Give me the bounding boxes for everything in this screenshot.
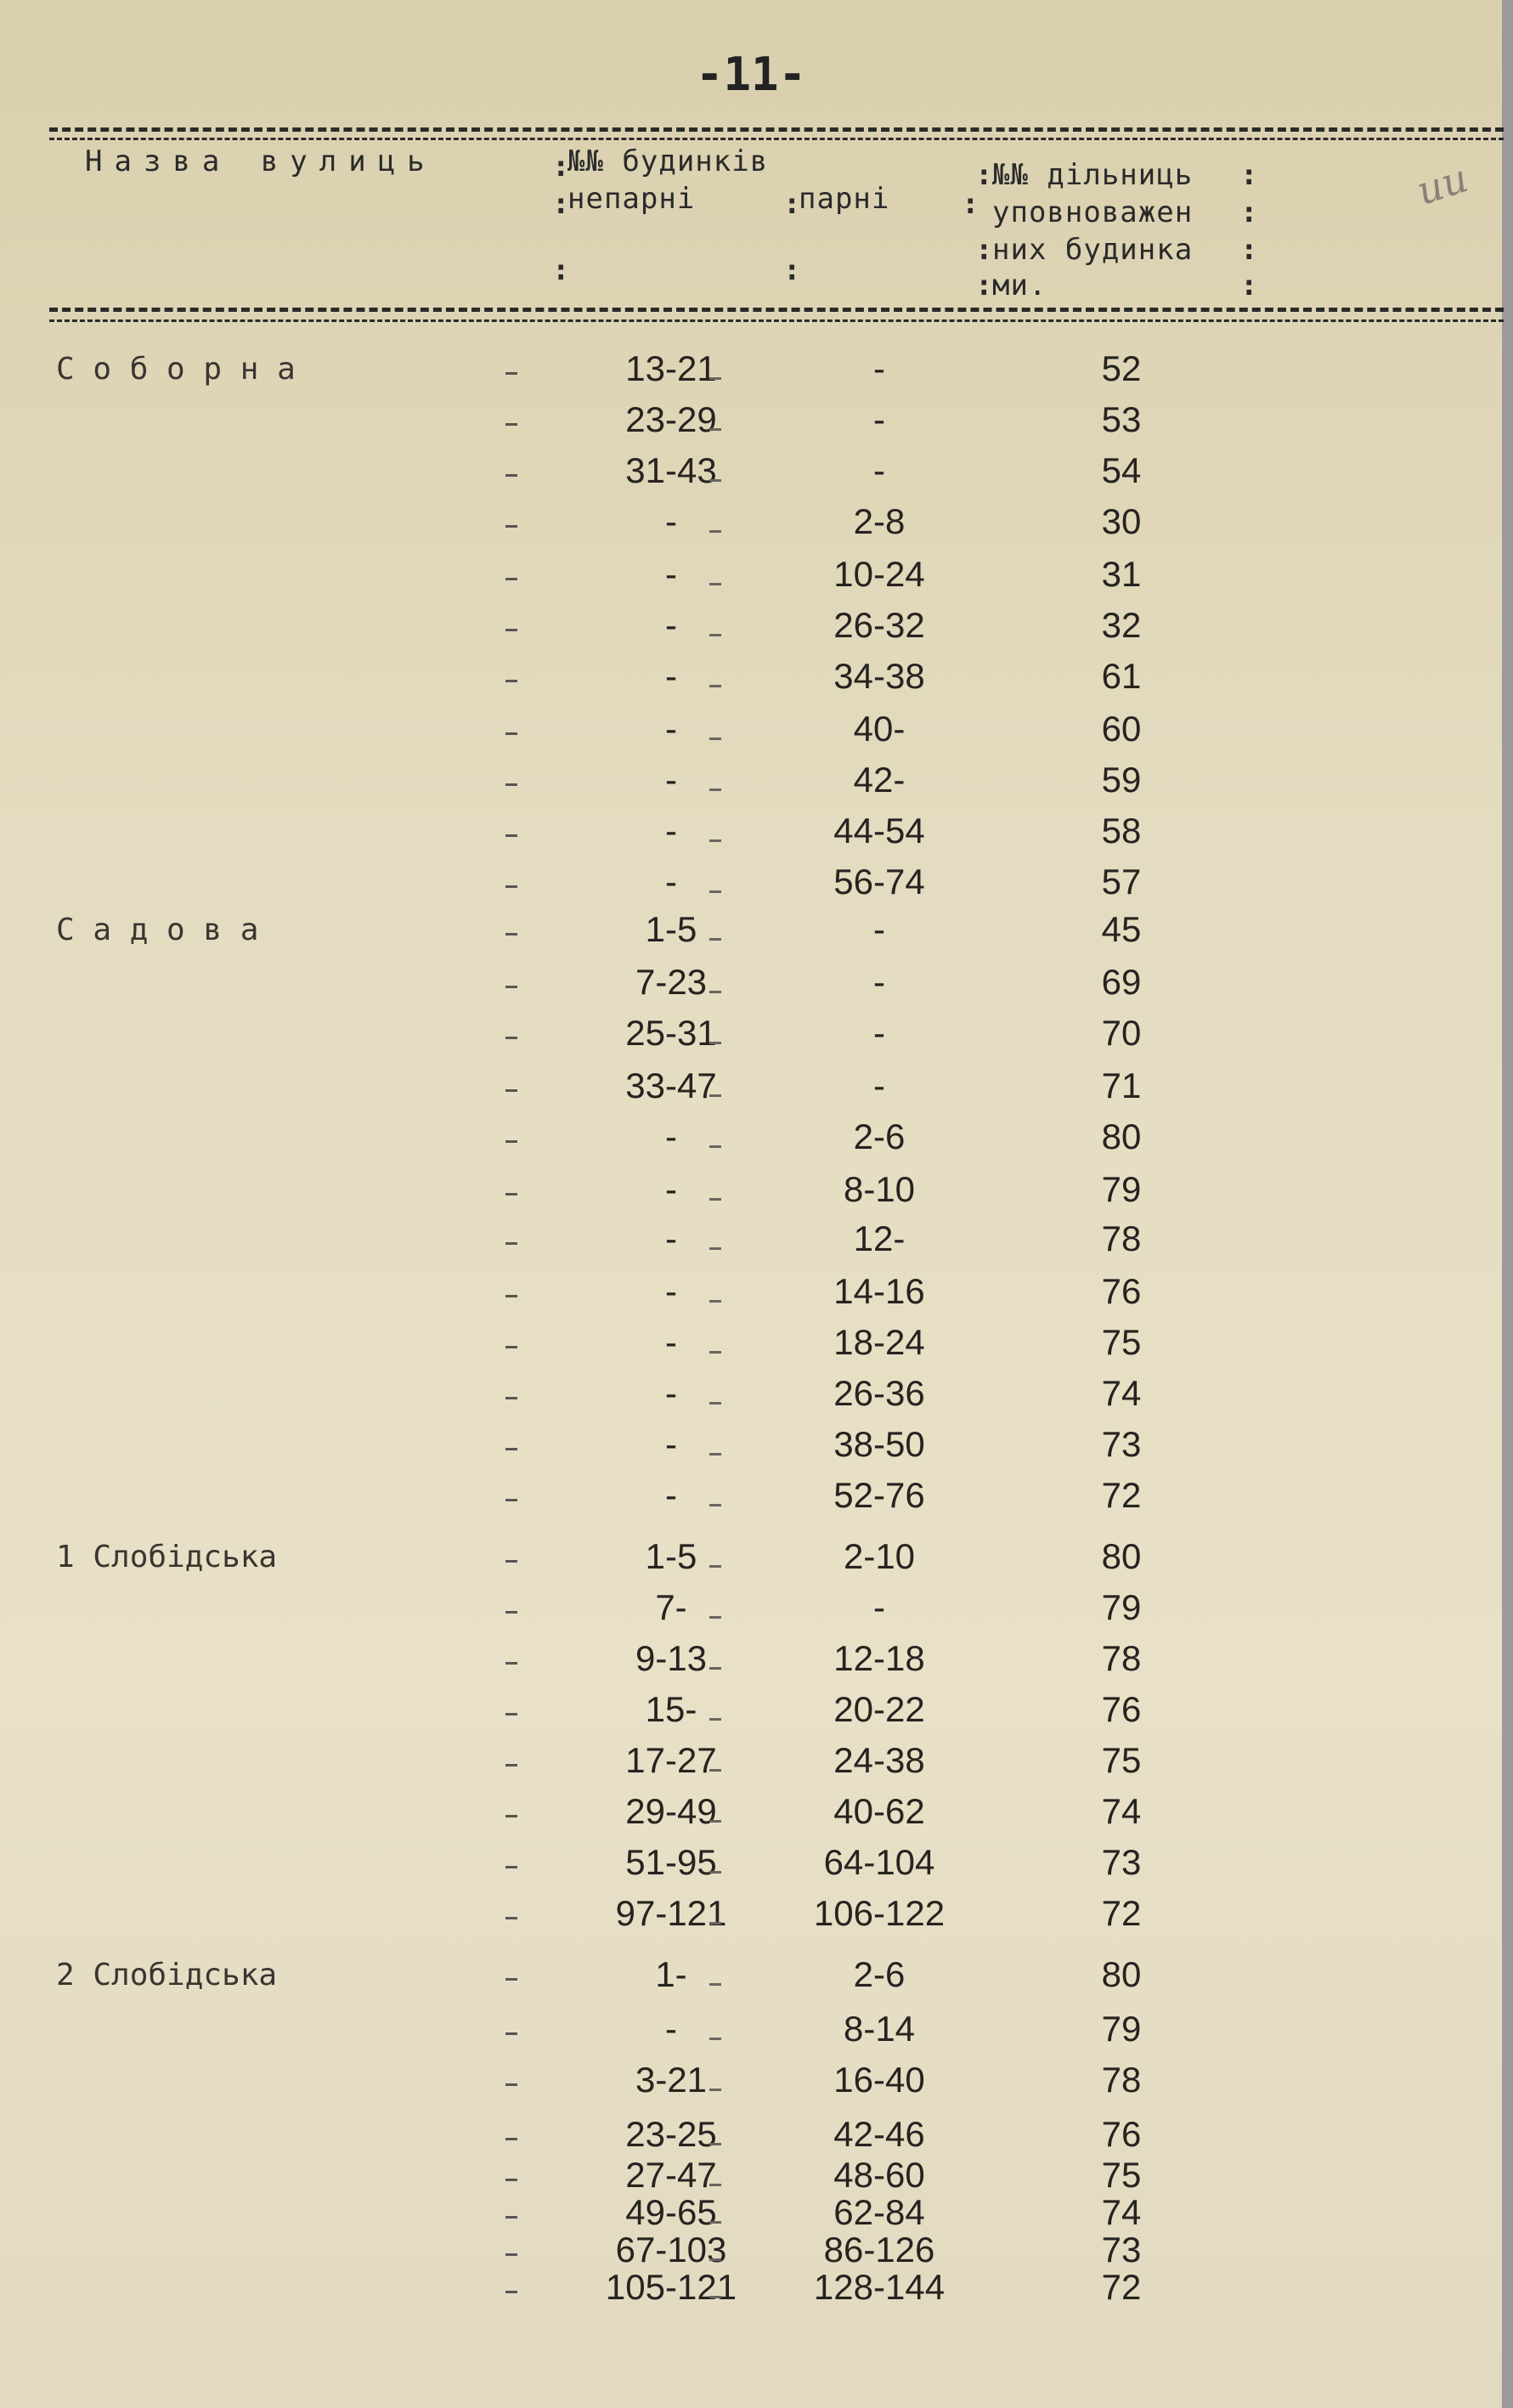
even-house-numbers: 128-144 xyxy=(813,2267,946,2307)
odd-house-numbers: 33-47 xyxy=(625,1066,717,1105)
plot-number: 80 xyxy=(1101,1536,1142,1576)
row-marker xyxy=(505,732,517,735)
row-marker xyxy=(505,1448,517,1450)
plot-number: 78 xyxy=(1101,1218,1142,1258)
plot-number: 76 xyxy=(1101,1271,1142,1311)
margin-note: ии xyxy=(1411,155,1474,214)
row-marker xyxy=(709,890,721,893)
header-separator: : xyxy=(962,187,979,221)
row-marker xyxy=(505,1499,517,1501)
row-marker xyxy=(709,1616,721,1619)
row-marker xyxy=(505,1346,517,1348)
odd-house-numbers: 1-5 xyxy=(645,1536,697,1576)
even-house-numbers: 2-6 xyxy=(853,1116,906,1156)
row-marker xyxy=(505,1193,517,1196)
odd-house-numbers: - xyxy=(665,1218,677,1258)
row-marker xyxy=(505,1713,517,1716)
row-marker xyxy=(505,525,517,528)
even-house-numbers: 42-46 xyxy=(833,2114,925,2154)
even-house-numbers: 14-16 xyxy=(833,1271,925,1311)
plot-number: 73 xyxy=(1101,1842,1142,1882)
row-marker xyxy=(505,1866,517,1868)
row-marker xyxy=(709,938,721,941)
row-marker xyxy=(709,428,721,431)
plot-number: 72 xyxy=(1101,1893,1142,1933)
plot-number: 52 xyxy=(1101,348,1142,388)
header-top-rule-2 xyxy=(49,138,1504,140)
header-plot-line4: ми. xyxy=(992,268,1047,302)
plot-number: 57 xyxy=(1101,862,1142,902)
odd-house-numbers: 23-29 xyxy=(625,399,717,439)
plot-number: 72 xyxy=(1101,1475,1142,1515)
plot-number: 70 xyxy=(1101,1013,1142,1053)
even-house-numbers: 12-18 xyxy=(833,1638,925,1678)
header-separator: : xyxy=(783,187,801,221)
odd-house-numbers: 1-5 xyxy=(645,909,697,949)
odd-house-numbers: 17-27 xyxy=(625,1740,717,1780)
odd-house-numbers: 31-43 xyxy=(625,450,717,490)
plot-number: 78 xyxy=(1101,2060,1142,2100)
row-marker xyxy=(709,1042,721,1044)
odd-house-numbers: 67-103 xyxy=(615,2230,727,2270)
row-marker xyxy=(505,423,517,426)
odd-house-numbers: - xyxy=(665,862,677,902)
odd-house-numbers: 7-23 xyxy=(635,962,708,1002)
header-separator: : xyxy=(552,253,570,287)
row-marker xyxy=(709,377,721,380)
plot-number: 76 xyxy=(1101,1689,1142,1729)
row-marker xyxy=(709,738,721,740)
even-house-numbers: - xyxy=(873,1587,885,1627)
row-marker xyxy=(709,1453,721,1456)
even-house-numbers: 62-84 xyxy=(833,2192,925,2232)
odd-house-numbers: - xyxy=(665,1373,677,1413)
odd-house-numbers: - xyxy=(665,1424,677,1464)
odd-house-numbers: - xyxy=(665,1271,677,1311)
row-marker xyxy=(505,2291,517,2293)
header-separator: : xyxy=(1240,195,1258,229)
row-marker xyxy=(505,372,517,375)
plot-number: 30 xyxy=(1101,501,1142,541)
odd-house-numbers: 25-31 xyxy=(625,1013,717,1053)
header-street-name: Назва вулиць xyxy=(85,144,437,178)
row-marker xyxy=(505,1089,517,1092)
street-name: 2 Слобідська xyxy=(56,1958,278,1993)
odd-house-numbers: 15- xyxy=(645,1689,697,1729)
row-marker xyxy=(505,2216,517,2219)
row-marker xyxy=(709,634,721,636)
row-marker xyxy=(505,2032,517,2035)
odd-house-numbers: 97-121 xyxy=(615,1893,727,1933)
plot-number: 53 xyxy=(1101,399,1142,439)
row-marker xyxy=(709,685,721,687)
header-separator: : xyxy=(975,158,993,192)
even-house-numbers: 42- xyxy=(853,760,906,800)
plot-number: 72 xyxy=(1101,2267,1142,2307)
header-separator: : xyxy=(1240,233,1258,267)
plot-number: 60 xyxy=(1101,709,1142,749)
header-separator: : xyxy=(552,150,570,184)
row-marker xyxy=(709,1198,721,1201)
header-separator: : xyxy=(552,187,570,221)
odd-house-numbers: 105-121 xyxy=(605,2267,737,2307)
odd-house-numbers: 7- xyxy=(655,1587,687,1627)
row-marker xyxy=(709,1820,721,1823)
plot-number: 73 xyxy=(1101,2230,1142,2270)
page-number: -11- xyxy=(695,48,807,101)
row-marker xyxy=(505,1917,517,1919)
plot-number: 32 xyxy=(1101,605,1142,645)
even-house-numbers: 40-62 xyxy=(833,1791,925,1831)
odd-house-numbers: - xyxy=(665,656,677,696)
plot-number: 74 xyxy=(1101,2192,1142,2232)
row-marker xyxy=(709,2143,721,2145)
row-marker xyxy=(709,1667,721,1670)
plot-number: 80 xyxy=(1101,1116,1142,1156)
even-house-numbers: 20-22 xyxy=(833,1689,925,1729)
row-marker xyxy=(505,1295,517,1297)
row-marker xyxy=(505,680,517,682)
row-marker xyxy=(709,991,721,993)
even-house-numbers: 10-24 xyxy=(833,554,925,594)
row-marker xyxy=(709,789,721,791)
row-marker xyxy=(709,1922,721,1925)
even-house-numbers: - xyxy=(873,348,885,388)
row-marker xyxy=(709,1145,721,1148)
row-marker xyxy=(505,2138,517,2140)
even-house-numbers: 52-76 xyxy=(833,1475,925,1515)
header-bottom-rule-2 xyxy=(49,319,1504,322)
plot-number: 58 xyxy=(1101,811,1142,851)
row-marker xyxy=(709,1504,721,1506)
even-house-numbers: 2-10 xyxy=(843,1536,916,1576)
header-separator: : xyxy=(783,253,801,287)
even-house-numbers: 18-24 xyxy=(833,1322,925,1362)
even-house-numbers: 106-122 xyxy=(813,1893,946,1933)
header-top-rule xyxy=(49,127,1504,132)
row-marker xyxy=(505,2253,517,2256)
header-separator: : xyxy=(1240,268,1258,302)
row-marker xyxy=(505,1662,517,1665)
plot-number: 74 xyxy=(1101,1373,1142,1413)
plot-number: 73 xyxy=(1101,1424,1142,1464)
even-house-numbers: 26-32 xyxy=(833,605,925,645)
odd-house-numbers: - xyxy=(665,501,677,541)
street-name: 1 Слобідська xyxy=(56,1540,278,1574)
row-marker xyxy=(709,1565,721,1568)
row-marker xyxy=(505,474,517,477)
even-house-numbers: 24-38 xyxy=(833,1740,925,1780)
header-plot-line2: уповноважен xyxy=(992,195,1194,229)
row-marker xyxy=(505,2179,517,2181)
even-house-numbers: 12- xyxy=(853,1218,906,1258)
row-marker xyxy=(505,1978,517,1981)
header-odd: непарні xyxy=(567,182,696,216)
plot-number: 75 xyxy=(1101,2155,1142,2195)
odd-house-numbers: 1- xyxy=(655,1954,687,1994)
row-marker xyxy=(709,2089,721,2091)
row-marker xyxy=(709,1247,721,1250)
header-separator: : xyxy=(975,268,993,302)
row-marker xyxy=(505,783,517,786)
header-plot-line3: них будинка xyxy=(992,233,1194,267)
row-marker xyxy=(505,1397,517,1399)
row-marker xyxy=(709,479,721,482)
row-marker xyxy=(709,1983,721,1986)
odd-house-numbers: 29-49 xyxy=(625,1791,717,1831)
row-marker xyxy=(505,1242,517,1245)
header-separator: : xyxy=(975,233,993,267)
plot-number: 61 xyxy=(1101,656,1142,696)
header-bottom-rule xyxy=(49,308,1504,312)
row-marker xyxy=(709,2296,721,2298)
row-marker xyxy=(709,1351,721,1354)
odd-house-numbers: - xyxy=(665,811,677,851)
plot-number: 76 xyxy=(1101,2114,1142,2154)
odd-house-numbers: - xyxy=(665,760,677,800)
plot-number: 69 xyxy=(1101,962,1142,1002)
odd-house-numbers: 9-13 xyxy=(635,1638,708,1678)
odd-house-numbers: 27-47 xyxy=(625,2155,717,2195)
row-marker xyxy=(709,530,721,533)
plot-number: 78 xyxy=(1101,1638,1142,1678)
row-marker xyxy=(709,2258,721,2261)
plot-number: 71 xyxy=(1101,1066,1142,1105)
plot-number: 75 xyxy=(1101,1322,1142,1362)
row-marker xyxy=(505,2083,517,2086)
odd-house-numbers: - xyxy=(665,554,677,594)
even-house-numbers: 2-8 xyxy=(853,501,906,541)
row-marker xyxy=(709,1718,721,1721)
even-house-numbers: 64-104 xyxy=(823,1842,935,1882)
plot-number: 59 xyxy=(1101,760,1142,800)
even-house-numbers: - xyxy=(873,1013,885,1053)
even-house-numbers: 38-50 xyxy=(833,1424,925,1464)
even-house-numbers: 34-38 xyxy=(833,656,925,696)
row-marker xyxy=(709,1402,721,1405)
plot-number: 79 xyxy=(1101,1169,1142,1209)
row-marker xyxy=(709,839,721,842)
even-house-numbers: 26-36 xyxy=(833,1373,925,1413)
header-plot-line1: №№ дільниць xyxy=(992,158,1194,192)
even-house-numbers: - xyxy=(873,399,885,439)
plot-number: 79 xyxy=(1101,1587,1142,1627)
odd-house-numbers: - xyxy=(665,1116,677,1156)
even-house-numbers: 8-14 xyxy=(843,2009,916,2049)
header-even: парні xyxy=(799,182,890,216)
odd-house-numbers: - xyxy=(665,2009,677,2049)
even-house-numbers: 48-60 xyxy=(833,2155,925,2195)
even-house-numbers: 40- xyxy=(853,709,906,749)
even-house-numbers: 86-126 xyxy=(823,2230,935,2270)
even-house-numbers: - xyxy=(873,1066,885,1105)
odd-house-numbers: 3-21 xyxy=(635,2060,708,2100)
row-marker xyxy=(709,1871,721,1874)
row-marker xyxy=(505,933,517,936)
odd-house-numbers: - xyxy=(665,605,677,645)
plot-number: 74 xyxy=(1101,1791,1142,1831)
row-marker xyxy=(709,583,721,585)
header-house-numbers: №№ будинків xyxy=(567,144,769,178)
odd-house-numbers: 51-95 xyxy=(625,1842,717,1882)
row-marker xyxy=(505,1560,517,1563)
odd-house-numbers: - xyxy=(665,1475,677,1515)
row-marker xyxy=(505,885,517,888)
row-marker xyxy=(709,2184,721,2186)
row-marker xyxy=(505,629,517,631)
row-marker xyxy=(709,2221,721,2224)
row-marker xyxy=(505,1037,517,1039)
row-marker xyxy=(505,986,517,988)
row-marker xyxy=(505,578,517,580)
even-house-numbers: 2-6 xyxy=(853,1954,906,1994)
even-house-numbers: 56-74 xyxy=(833,862,925,902)
row-marker xyxy=(505,834,517,837)
even-house-numbers: 16-40 xyxy=(833,2060,925,2100)
row-marker xyxy=(505,1764,517,1766)
row-marker xyxy=(709,1094,721,1097)
plot-number: 45 xyxy=(1101,909,1142,949)
plot-number: 80 xyxy=(1101,1954,1142,1994)
street-name: С о б о р н а xyxy=(56,352,296,387)
odd-house-numbers: - xyxy=(665,1322,677,1362)
row-marker xyxy=(505,1815,517,1817)
row-marker xyxy=(505,1611,517,1614)
plot-number: 31 xyxy=(1101,554,1142,594)
plot-number: 54 xyxy=(1101,450,1142,490)
header-separator: : xyxy=(1240,158,1258,192)
odd-house-numbers: 13-21 xyxy=(625,348,717,388)
row-marker xyxy=(505,1140,517,1143)
odd-house-numbers: 23-25 xyxy=(625,2114,717,2154)
even-house-numbers: 44-54 xyxy=(833,811,925,851)
odd-house-numbers: 49-65 xyxy=(625,2192,717,2232)
plot-number: 79 xyxy=(1101,2009,1142,2049)
even-house-numbers: - xyxy=(873,450,885,490)
row-marker xyxy=(709,2038,721,2040)
plot-number: 75 xyxy=(1101,1740,1142,1780)
even-house-numbers: - xyxy=(873,962,885,1002)
even-house-numbers: 8-10 xyxy=(843,1169,916,1209)
odd-house-numbers: - xyxy=(665,1169,677,1209)
row-marker xyxy=(709,1769,721,1772)
street-name: С а д о в а xyxy=(56,913,259,947)
row-marker xyxy=(709,1300,721,1303)
odd-house-numbers: - xyxy=(665,709,677,749)
even-house-numbers: - xyxy=(873,909,885,949)
